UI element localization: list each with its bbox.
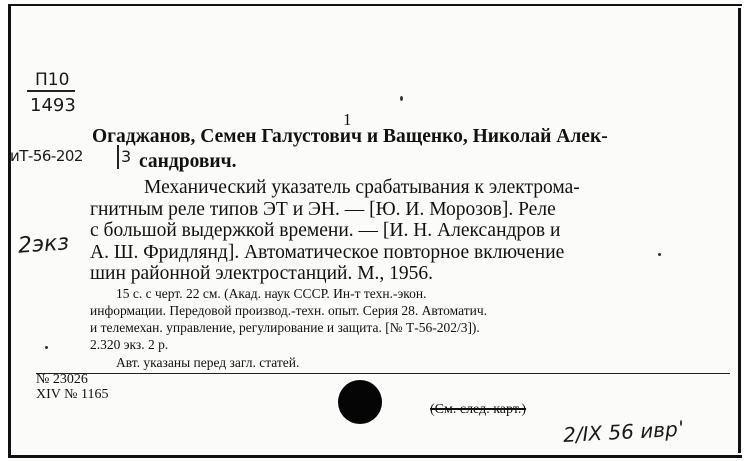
author-heading-line-1: Огаджанов, Семен Галустович и Ващенко, Николай Алек- (92, 126, 608, 147)
card-bottom-edge (8, 455, 742, 458)
title-line-4: А. Ш. Фридлянд]. Автоматическое повторное включение (90, 242, 565, 263)
ink-speck (680, 420, 682, 426)
note-line: Авт. указаны перед загл. статей. (116, 355, 300, 370)
imprint-line: шин районной электростанций. М., 1956. (90, 263, 434, 284)
accession-number: № 23026 (36, 372, 88, 387)
accession-rule (36, 373, 730, 374)
call-number-suffix: 3 (121, 147, 132, 166)
title-line-3: с большой выдержкой времени. — [И. Н. Александров и (90, 220, 561, 241)
title-line-2: гнитным реле типов ЭТ и ЭН. — [Ю. И. Морозов]. Реле (90, 199, 556, 220)
ink-speck (45, 346, 48, 349)
card-punch-hole (338, 380, 382, 424)
call-number-main: иТ-56-202 (10, 147, 83, 165)
ink-speck (400, 96, 403, 101)
card-number: 1 (343, 110, 352, 129)
collation-line-2: информации. Передовой производ.-техн. опыт. Серия 28. Автоматич. (90, 303, 488, 318)
print-run-line: 2.320 экз. 2 р. (90, 337, 169, 352)
call-number-bar (117, 145, 119, 169)
collation-line-3: и телемехан. управление, регулирование и защита. [№ Т-56-202/3]). (90, 320, 480, 335)
title-line-1: Механический указатель срабатывания к электрома- (144, 177, 580, 198)
shelf-mark-divider (27, 90, 75, 92)
collation-line-1: 15 с. с черт. 22 см. (Акад. наук СССР. Ин-т техн.-экон. (116, 286, 427, 301)
handwritten-signature: 2/IX 56 ивр (562, 417, 679, 447)
card-right-edge (738, 8, 741, 453)
handwritten-copies-note: 2экз (17, 230, 70, 259)
shelf-mark-top: П10 (35, 70, 70, 90)
see-next-card-note: (См. след. карт.) (430, 402, 527, 417)
author-heading-line-2: сандрович. (139, 151, 237, 172)
inventory-number: XIV № 1165 (36, 387, 109, 402)
handwritten-call-number (10, 147, 83, 165)
shelf-mark-bottom: 1493 (30, 95, 76, 116)
ink-speck (658, 253, 661, 256)
